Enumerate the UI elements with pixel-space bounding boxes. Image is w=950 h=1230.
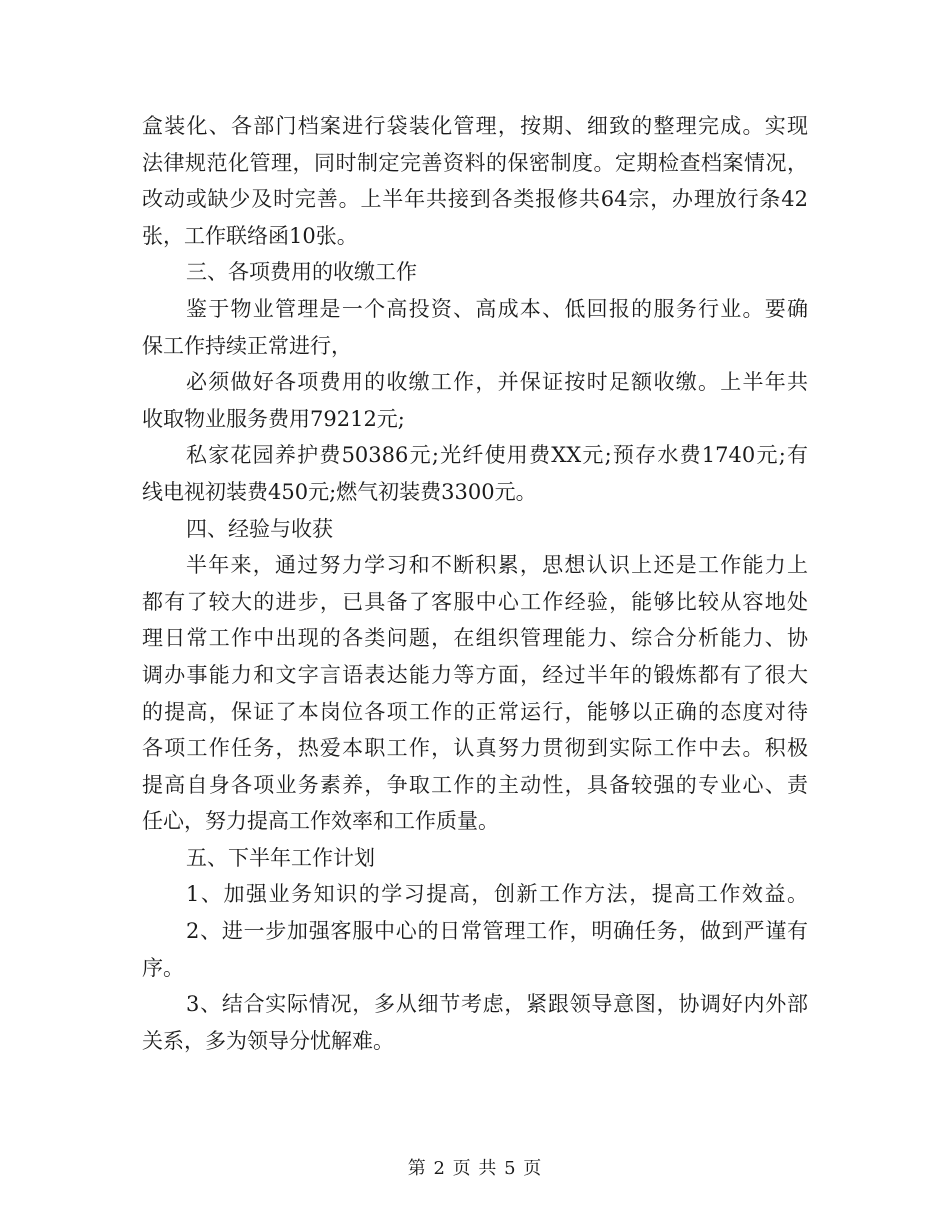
text-line: 保工作持续正常进行， bbox=[142, 333, 352, 358]
text-line: 序。 bbox=[142, 955, 184, 980]
text-line: 改动或缺少及时完善。上半年共接到各类报修共64宗，办理放行条42 bbox=[142, 187, 808, 212]
text-line: 理日常工作中出现的各类问题，在组织管理能力、综合分析能力、协 bbox=[142, 626, 808, 651]
section-heading: 四、经验与收获 bbox=[186, 516, 333, 541]
page-number: 第 2 页 共 5 页 bbox=[407, 1158, 543, 1179]
text-line: 法律规范化管理，同时制定完善资料的保密制度。定期检查档案情况， bbox=[142, 150, 808, 175]
text-line: 线电视初装费450元;燃气初装费3300元。 bbox=[142, 479, 537, 504]
text-line: 必须做好各项费用的收缴工作，并保证按时足额收缴。上半年共 bbox=[186, 370, 808, 395]
list-item: 2、进一步加强客服中心的日常管理工作，明确任务，做到严谨有 bbox=[186, 919, 808, 944]
text-line: 盒装化、各部门档案进行袋装化管理，按期、细致的整理完成。实现 bbox=[142, 114, 808, 138]
text-line: 私家花园养护费50386元;光纤使用费XX元;预存水费1740元;有 bbox=[186, 443, 808, 468]
section-heading: 五、下半年工作计划 bbox=[186, 845, 375, 870]
section-heading: 三、各项费用的收缴工作 bbox=[186, 260, 417, 285]
list-item: 1、加强业务知识的学习提高，创新工作方法，提高工作效益。 bbox=[186, 882, 808, 907]
text-line: 都有了较大的进步，已具备了客服中心工作经验，能够比较从容地处 bbox=[142, 589, 808, 614]
text-line: 提高自身各项业务素养，争取工作的主动性，具备较强的专业心、责 bbox=[142, 772, 808, 797]
text-line: 收取物业服务费用79212元; bbox=[142, 406, 405, 431]
text-line: 张，工作联络函10张。 bbox=[142, 223, 358, 248]
text-line: 各项工作任务，热爱本职工作，认真努力贯彻到实际工作中去。积极 bbox=[142, 736, 808, 761]
document-body bbox=[142, 108, 808, 1059]
text-line: 任心，努力提高工作效率和工作质量。 bbox=[142, 809, 499, 834]
text-line: 调办事能力和文字言语表达能力等方面，经过半年的锻炼都有了很大 bbox=[142, 662, 808, 687]
text-line: 鉴于物业管理是一个高投资、高成本、低回报的服务行业。要确 bbox=[186, 296, 808, 321]
text-line: 的提高，保证了本岗位各项工作的正常运行，能够以正确的态度对待 bbox=[142, 699, 808, 724]
list-item: 3、结合实际情况，多从细节考虑，紧跟领导意图，协调好内外部 bbox=[186, 992, 808, 1017]
text-line: 关系，多为领导分忧解难。 bbox=[142, 1028, 394, 1053]
text-line: 半年来，通过努力学习和不断积累，思想认识上还是工作能力上 bbox=[186, 553, 808, 578]
